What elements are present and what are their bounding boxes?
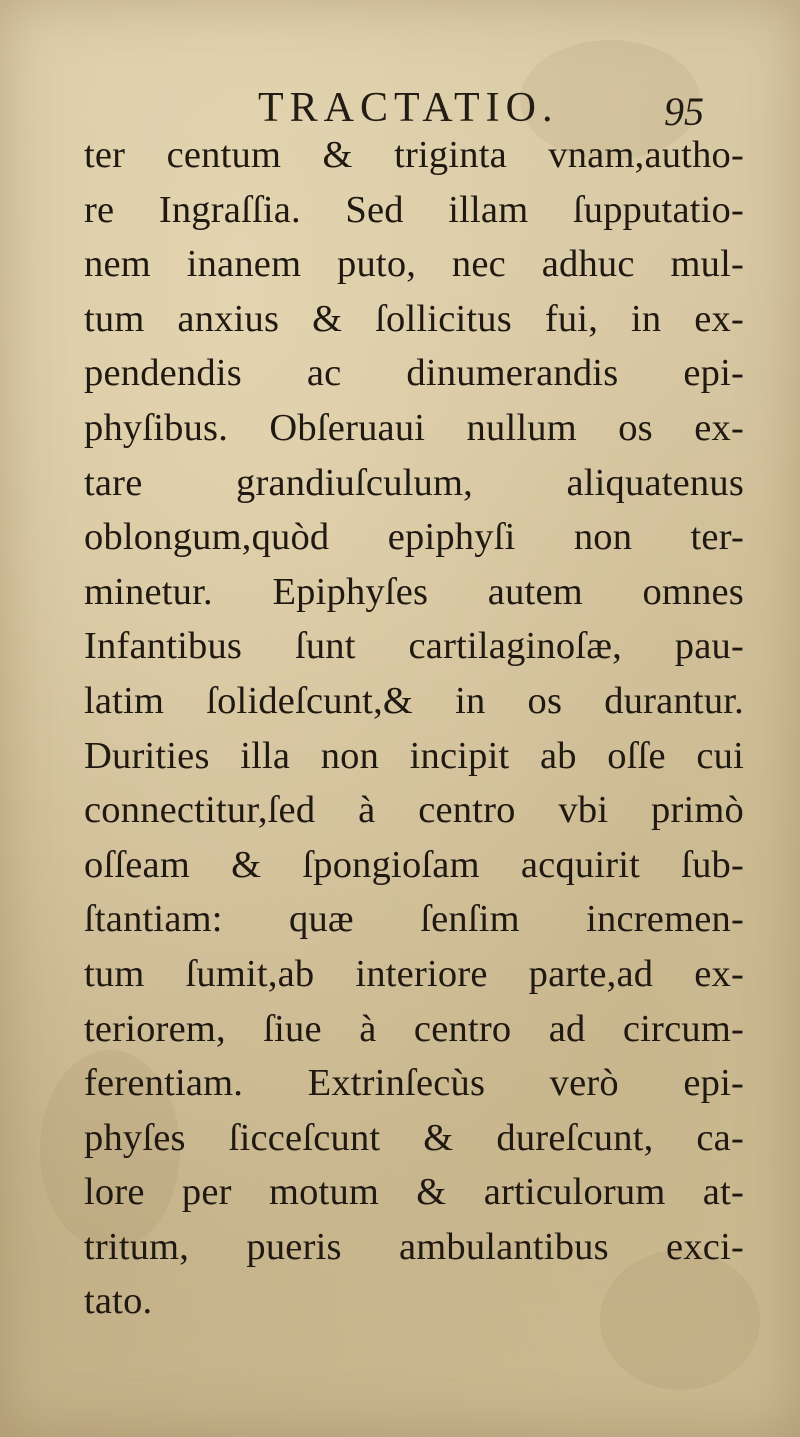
text-line: tum anxius & ſollicitus fui, in ex- (84, 297, 744, 340)
running-title: TRACTATIO. (258, 85, 559, 131)
text-line: tare grandiuſculum, aliquatenus (84, 461, 744, 504)
text-line: re Ingraſſia. Sed illam ſupputatio- (84, 188, 744, 231)
text-line: tato. (84, 1280, 153, 1323)
text-line: Infantibus ſunt cartilaginoſæ, pau- (84, 625, 744, 668)
text-line: ter centum & triginta vnam,autho- (84, 134, 744, 176)
text-line: latim ſolideſcunt,& in os durantur. (84, 679, 744, 722)
text-line: phyſibus. Obſeruaui nullum os ex- (84, 406, 744, 449)
text-line: nem inanem puto, nec adhuc mul- (84, 243, 744, 286)
text-line: oſſeam & ſpongioſam acquirit ſub- (84, 843, 744, 886)
text-line: teriorem, ſiue à centro ad circum- (84, 1007, 744, 1050)
text-line: tum ſumit,ab interiore parte,ad ex- (84, 952, 744, 995)
text-line: Durities illa non incipit ab oſſe cui (84, 734, 744, 777)
text-line: phyſes ſicceſcunt & dureſcunt, ca- (84, 1116, 744, 1159)
text-line: minetur. Epiphyſes autem omnes (84, 570, 744, 613)
text-line: pendendis ac dinumerandis epi- (84, 352, 744, 395)
text-line: ſtantiam: quæ ſenſim incremen- (84, 898, 744, 941)
body-text (84, 128, 744, 1329)
text-line: oblongum,quòd epiphyſi non ter- (84, 516, 744, 559)
page-number: 95 (664, 89, 704, 134)
text-line: lore per motum & articulorum at- (84, 1171, 744, 1214)
text-line: ferentiam. Extrinſecùs verò epi- (84, 1062, 744, 1105)
text-line: connectitur,ſed à centro vbi primò (84, 789, 744, 832)
text-line: tritum, pueris ambulantibus exci- (84, 1225, 744, 1268)
